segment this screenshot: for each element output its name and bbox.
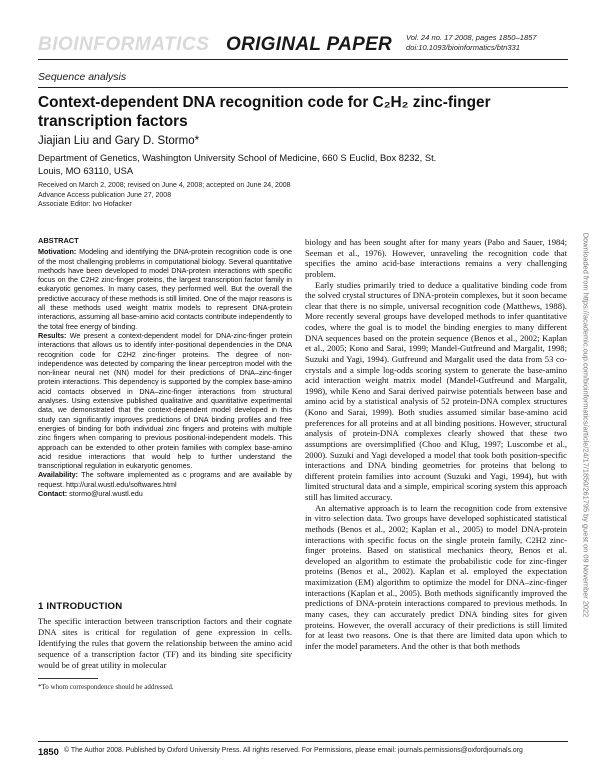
paper-type: ORIGINAL PAPER bbox=[226, 34, 393, 55]
received-dates: Received on March 2, 2008; revised on June 4, 2008; accepted on June 24, 2008 bbox=[38, 182, 291, 189]
advance-access: Advance Access publication June 27, 2008 bbox=[38, 191, 172, 199]
motivation-label: Motivation: bbox=[38, 247, 77, 257]
contact-email[interactable]: stormo@ural.wustl.edu bbox=[69, 489, 143, 499]
abstract-heading: ABSTRACT bbox=[38, 236, 79, 245]
citation-info bbox=[406, 33, 568, 53]
abstract bbox=[38, 236, 292, 498]
right-column bbox=[305, 237, 567, 651]
intro-text: The specific interaction between transcription factors and their cognate DNA sites is critical for regulation of gene expression in cells. Identifying the rules that govern the relationship between the amino acid sequence of a transcription factor (TF) and its binding site specificity would be of great utility in molecular bbox=[38, 616, 292, 670]
abstract-availability bbox=[38, 470, 292, 489]
associate-editor: Associate Editor: Ivo Hofacker bbox=[38, 201, 132, 208]
motivation-text: Modeling and identifying the DNA-protein recognition code is one of the most challenging problems in computational biology. Several quantitative methods have been developed to model DNA-protein interactions with specific focus on the C2H2 zinc-finger proteins, the largest transcription factor family in eukaryotic genomes. In many cases, they performed well. But the overall the predictive accuracy of these methods is still limited. One of the major reasons is all these methods used weight matrix models to represent DNA-protein interactions, assuming all base-amino acid contacts contribute independently to the total free energy of binding. bbox=[38, 247, 293, 331]
abstract-results bbox=[38, 331, 292, 470]
download-watermark bbox=[582, 215, 590, 635]
download-watermark-text: Downloaded from https://academic.oup.com/bioinformatics/article/24/17/1850/261795 by guest on 09 November 2022 bbox=[581, 232, 591, 618]
header-rule bbox=[38, 59, 568, 60]
availability-text[interactable]: The software implemented as c programs and are available by request. http://ural.wustl.edu/softwares.html bbox=[38, 470, 292, 489]
footnote: *To whom correspondence should be addressed. bbox=[38, 683, 174, 691]
copyright: © The Author 2008. Published by Oxford University Press. All rights reserved. For Permissions, please email: journals.permissions@oxfordjournals.org bbox=[64, 747, 523, 754]
footnote-rule bbox=[38, 678, 98, 679]
journal-name: BIOINFORMATICS bbox=[38, 34, 210, 55]
authors: Jiajian Liu and Gary D. Stormo* bbox=[38, 135, 200, 147]
footer-rule bbox=[38, 741, 568, 742]
citation-doi: doi:10.1093/bioinformatics/btn331 bbox=[406, 43, 520, 52]
page-number: 1850 bbox=[38, 746, 59, 757]
body-paragraph-1: biology and has been sought after for many years (Pabo and Sauer, 1984; Seeman et al., 1976). However, unraveling the recognition code that specifies the amino acid-base interactions remains a very challenging problem. bbox=[305, 237, 567, 279]
intro-heading: 1 INTRODUCTION bbox=[38, 601, 123, 612]
results-label: Results: bbox=[38, 330, 67, 340]
article-dates bbox=[38, 181, 458, 210]
abstract-motivation bbox=[38, 247, 292, 331]
journal-header bbox=[38, 33, 568, 59]
section-label: Sequence analysis bbox=[38, 71, 127, 83]
body-paragraph-2: Early studies primarily tried to deduce a qualitative binding code from the solved crystal structures of DNA-protein complexes, but it soon became clear that there is no simple, universal recognition code (Matthews, 1988). More recently several groups have developed methods to infer quantitative codes, where the goal is to model the binding energies to many different DNA sequences based on the protein sequence (Benos et al., 2002; Kaplan et al., 2005; Kono and Sarai, 1999; Mandel-Gutfreund and Margalit, 1998; Suzuki and Yagi, 1994). Gutfreund and Margalit used the data from 53 co-crystals and a simple log-odds scoring system to generate the base-amino acid interaction weight matrix model (Mandel-Gutfreund and Margalit, 1998), while Keno and Sarai derived pairwise potentials between base and amino acid by a statistical analysis of 52 protein-DNA complex structures (Kono and Sarai, 1999). Both studies assumed similar base-amino acid preferences for all proteins and at all binding positions. However, structural analysis of protein-DNA complexes clearly showed that these two assumptions are oversimplified (Choo and Klug, 1997; Luscombe et al., 2000). Suzuki and Yagi developed a model that took both position-specific interactions and DNA binding geometries for proteins that belong to different protein families into account (Suzuki and Yagi, 1994), but with limited structural data and a simple, empirical scoring system this approach still has limited accuracy. bbox=[305, 279, 567, 502]
body-paragraph-3: An alternative approach is to learn the recognition code from extensive in vitro selection data. Two groups have developed sophisticated statistical methods (Benos et al., 2002; Kaplan et al., 2005) to model DNA-protein interactions with specific focus on the single protein family, C2H2 zinc-finger proteins. Based on statistical mechanics theory, Benos et al. developed an algorithm to estimate the probabilistic code for zinc-finger proteins (Benos et al., 2002). Kaplan et al. employed the expectation maximization (EM) algorithm to optimize the model for DNA–zinc-finger interactions (Kaplan et al., 2005). Both methods significantly improved the predictions of DNA-protein interactions compared to previous methods. In many cases, they can accurately predict DNA binding sites for given proteins. However, the overall accuracy of their predictions is still limited for at least two reasons. One is that there are limited data upon which to infer the model parameters. And the other is that both methods bbox=[305, 502, 567, 651]
abstract-contact bbox=[38, 489, 292, 498]
availability-label: Availability: bbox=[38, 470, 79, 480]
results-text: We present a context-dependent model for DNA-zinc-finger protein interactions that allows us to identify inter-positional dependencies in the DNA recognition code for C2H2 zinc-finger proteins. The degree of non-independence was detected by comparing the linear perceptron model with the non-linear neural net (NN) model for their predictions of DNA–zinc-finger protein interactions. This dependency is supported by the complex base-amino acid contacts observed in DNA–zinc-finger interactions from structural analyses. Using extensive published qualitative and quantitative experimental data, we demonstrated that the context-dependent model developed in this study can significantly improves predictions of DNA binding profiles and free energies of binding for both individual zinc fingers and proteins with multiple zinc fingers when comparing to previous positional-independent models. This approach can be extended to other protein families with complex base-amino acid residue interactions that would help to further understand the transcriptional regulation in eukaryotic genomes. bbox=[38, 330, 292, 471]
section-rule bbox=[38, 87, 568, 88]
article-title: Context-dependent DNA recognition code for C₂H₂ zinc-finger transcription factors bbox=[38, 94, 491, 130]
contact-label: Contact: bbox=[38, 489, 68, 499]
citation-volume: Vol. 24 no. 17 2008, pages 1850–1857 bbox=[406, 33, 537, 42]
affiliation: Department of Genetics, Washington University School of Medicine, 660 S Euclid, Box 8232, St. Louis, MO 63110, USA bbox=[38, 152, 437, 176]
